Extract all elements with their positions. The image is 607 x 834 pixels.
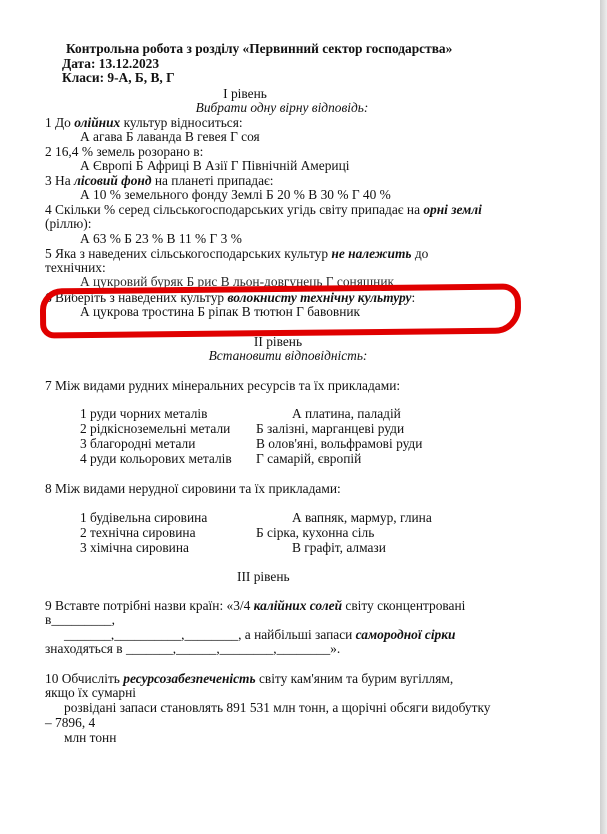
q9-line-2: в_________, <box>45 612 115 627</box>
q8-right-1: А вапняк, мармур, глина <box>292 510 432 525</box>
q10-text-c: світу кам'яним та бурим вугіллям, <box>255 671 454 686</box>
q9-text-c: світу сконцентровані <box>342 598 466 613</box>
question-8: 8 Між видами нерудної сировини та їх прикладами: <box>45 481 341 496</box>
q4-text-c: (ріллю): <box>45 216 92 231</box>
q4-text-a: 4 Скільки % серед сільськогосподарських угідь світу припадає на <box>45 202 424 217</box>
question-5 <box>45 246 428 261</box>
q7-left-1: 1 руди чорних металів <box>80 406 208 421</box>
q8-left-3: 3 хімічна сировина <box>80 540 189 555</box>
q1-text-c: культур відноситься: <box>120 115 243 130</box>
level2-instruction: Встановити відповідність: <box>208 348 368 363</box>
q5-options: А цукровий буряк Б рис В льон-довгунець Г соняшник <box>80 274 395 289</box>
q5-text-c: до <box>411 246 429 261</box>
q4-keyword: орні землі <box>423 202 482 217</box>
q9-line-3 <box>64 627 455 642</box>
q10-line-3: розвідані запаси становлять 891 531 млн тонн, а щорічні обсяги видобутку <box>64 700 491 715</box>
doc-title: Контрольна робота з розділу «Первинний сектор господарства» <box>66 41 453 56</box>
q3-keyword: лісовий фонд <box>74 173 152 188</box>
question-4 <box>45 202 482 217</box>
question-3 <box>45 173 274 188</box>
q7-right-3: В олов'яні, вольфрамові руди <box>256 436 423 451</box>
level1-instruction: Вибрати одну вірну відповідь: <box>195 100 369 115</box>
q9-keyword: калійних солей <box>253 598 343 613</box>
q8-right-3: В графіт, алмази <box>292 540 386 555</box>
q5-text-a: 5 Яка з наведених сільськогосподарських культур <box>45 246 332 261</box>
q3-text-c: на планеті припадає: <box>151 173 274 188</box>
question-10 <box>45 671 453 686</box>
q6-options: А цукрова тростина Б ріпак В тютюн Г бавовник <box>80 304 361 319</box>
q1-keyword: олійних <box>74 115 121 130</box>
q8-left-2: 2 технічна сировина <box>80 525 196 540</box>
q8-left-1: 1 будівельна сировина <box>80 510 208 525</box>
question-7: 7 Між видами рудних мінеральних ресурсів та їх прикладами: <box>45 378 401 393</box>
q4-options: А 63 % Б 23 % В 11 % Г 3 % <box>80 231 242 246</box>
q2-options: А Європі Б Африці В Азії Г Північній Америці <box>80 158 350 173</box>
q9-line-4: знаходяться в _______,______,________,________». <box>45 641 341 656</box>
q10-line-5: млн тонн <box>64 730 117 745</box>
question-9 <box>45 598 465 613</box>
q7-left-3: 3 благородні метали <box>80 436 196 451</box>
q7-left-4: 4 руди кольорових металів <box>80 451 232 466</box>
doc-date: Дата: 13.12.2023 <box>62 56 160 71</box>
q7-left-2: 2 рідкісноземельні метали <box>80 421 231 436</box>
q7-right-2: Б залізні, марганцеві руди <box>256 421 405 436</box>
q10-keyword: ресурсозабезпеченість <box>123 671 256 686</box>
q6-text-a: 6 Виберіть з наведених культур <box>45 290 228 305</box>
q9-line-3a: _______,__________,________, а найбільші запаси <box>64 627 356 642</box>
q1-text-a: 1 До <box>45 115 75 130</box>
q10-line-2: якщо їх сумарні <box>45 685 136 700</box>
page-edge-shadow <box>600 0 607 834</box>
q9-text-a: 9 Вставте потрібні назви країн: «3/4 <box>45 598 254 613</box>
q6-text-c: : <box>411 290 416 305</box>
q3-options: А 10 % земельного фонду Землі Б 20 % В 30 % Г 40 % <box>80 187 391 202</box>
q7-right-1: А платина, паладій <box>292 406 401 421</box>
q5-keyword: не належить <box>331 246 412 261</box>
question-1 <box>45 115 243 130</box>
doc-classes: Класи: 9-А, Б, В, Г <box>62 70 175 85</box>
q9-keyword-2: самородної сірки <box>355 627 456 642</box>
q10-line-4: – 7896, 4 <box>45 715 96 730</box>
red-highlight-marker <box>40 283 521 338</box>
q10-text-a: 10 Обчисліть <box>45 671 124 686</box>
q7-right-4: Г самарій, європій <box>256 451 362 466</box>
q5-text-d: технічних: <box>45 260 106 275</box>
level1-heading: І рівень <box>223 86 267 101</box>
q3-text-a: 3 На <box>45 173 75 188</box>
level3-heading: ІІІ рівень <box>237 569 290 584</box>
level2-heading: ІІ рівень <box>253 334 303 349</box>
q6-keyword: волокнисту технічну культуру <box>227 290 412 305</box>
question-2: 2 16,4 % земель розорано в: <box>45 144 204 159</box>
q8-right-2: Б сірка, кухонна сіль <box>256 525 375 540</box>
q1-options: А агава Б лаванда В гевея Г соя <box>80 129 260 144</box>
